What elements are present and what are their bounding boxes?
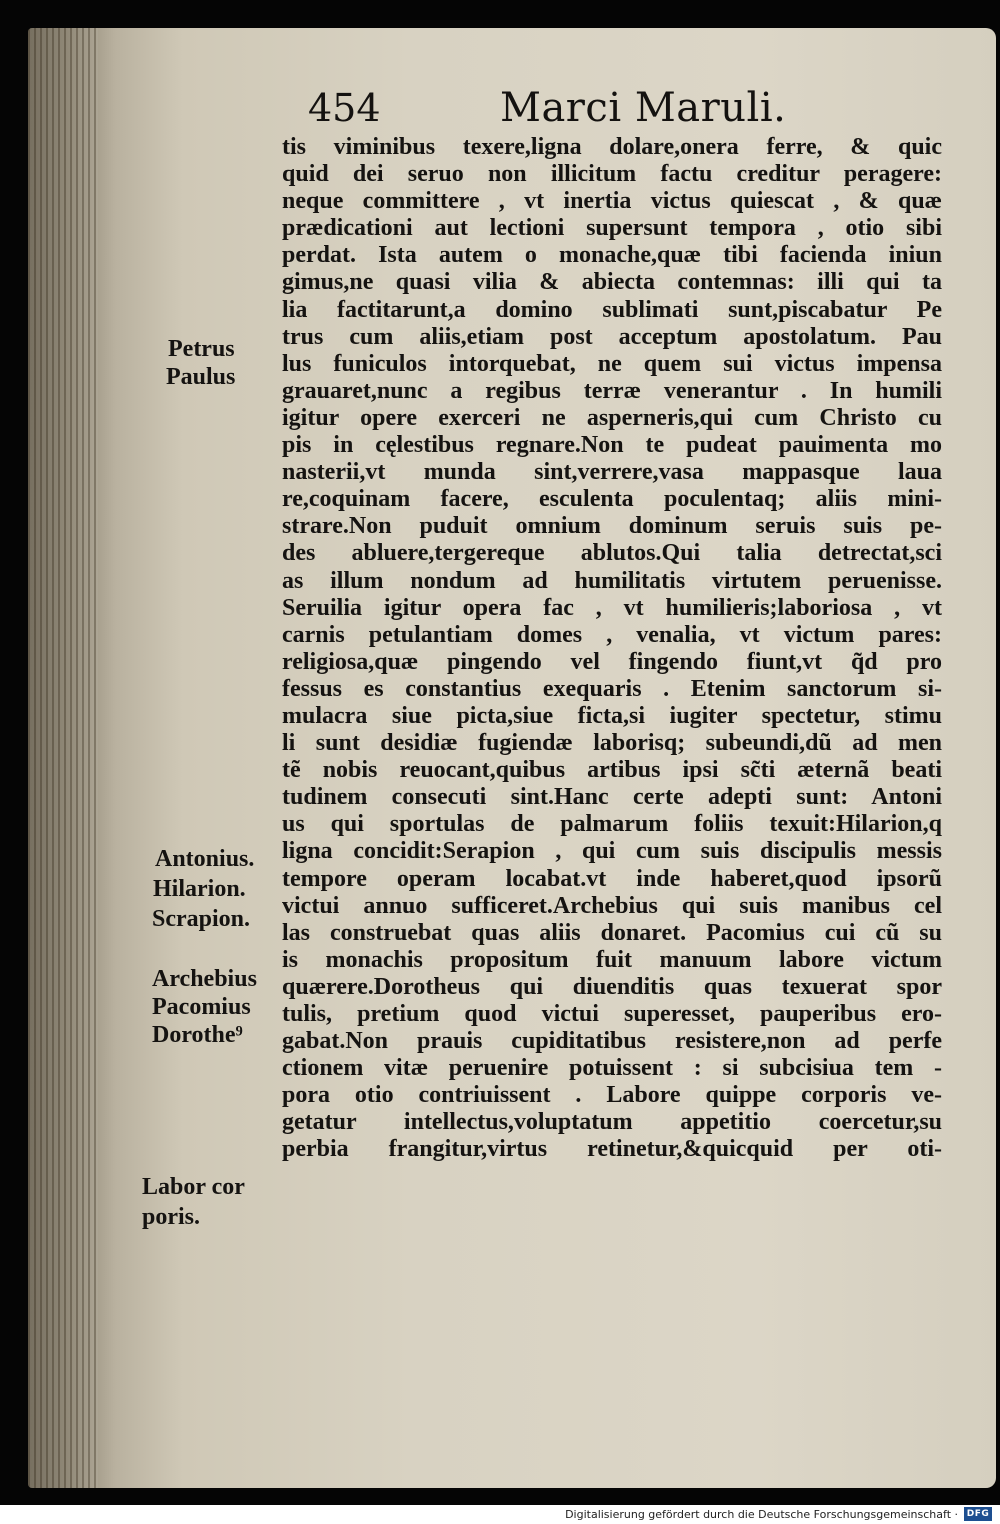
text-line: tẽ nobis reuocant,quibus artibus ipsi sc̃ti æternã beati <box>282 757 942 784</box>
text-line: pora otio contriuissent . Labore quippe corporis ve- <box>282 1082 942 1109</box>
page-gutter-edge <box>28 28 98 1488</box>
text-line: nasterii,vt munda sint,verrere,vasa mappasque laua <box>282 459 942 486</box>
text-line: tudinem consecuti sint.Hanc certe adepti sunt: Antoni <box>282 784 942 811</box>
margin-note-labor-line2: poris. <box>142 1204 201 1230</box>
text-line: neque committere , vt inertia victus quiescat , & quæ <box>282 188 942 215</box>
text-line: as illum nondum ad humilitatis virtutem peruenisse. <box>282 567 942 594</box>
text-line: tis viminibus texere,ligna dolare,onera ferre, & quic <box>282 134 942 160</box>
page-number: 454 <box>308 86 381 130</box>
text-line: carnis petulantiam domes , venalia, vt victum pares: <box>282 621 942 648</box>
margin-note-paulus: Paulus <box>166 364 236 390</box>
text-line: lus funiculos intorquebat, ne quem sui victus impensa <box>282 350 942 377</box>
text-line: fessus es constantius exequaris . Etenim sanctorum si- <box>282 675 942 702</box>
margin-note-serapion: Scrapion. <box>152 906 251 932</box>
text-line: re,coquinam facere, esculenta poculentaq; aliis mini- <box>282 486 942 513</box>
text-line: religiosa,quæ pingendo vel fingendo fiunt,vt q̃d pro <box>282 648 942 675</box>
margin-note-archebius: Archebius <box>152 966 257 992</box>
text-line: lia factitarunt,a domino sublimati sunt,piscabatur Pe <box>282 296 942 323</box>
text-line: li sunt desidiæ fugiendæ laborisq; subeundi,dũ ad men <box>282 730 942 757</box>
text-line: gabat.Non prauis cupiditatibus resistere,non ad perfe <box>282 1028 942 1055</box>
body-text <box>282 134 942 1164</box>
margin-note-labor-line1: Labor cor <box>142 1174 245 1200</box>
text-line: mulacra siue picta,siue ficta,si iugiter spectetur, stimu <box>282 702 942 729</box>
margin-note-antonius: Antonius. <box>155 846 255 872</box>
dfg-logo-icon: DFG <box>964 1507 992 1521</box>
text-line: quid dei seruo non illicitum factu creditur peragere: <box>282 161 942 188</box>
text-line: tempore operam locabat.vt inde haberet,quod ipsorũ <box>282 865 942 892</box>
text-line: victui annuo sufficeret.Archebius qui suis manibus cel <box>282 892 942 919</box>
text-line: ligna concidit:Serapion , qui cum suis discipulis messis <box>282 838 942 865</box>
text-line: des abluere,tergereque ablutos.Qui talia detrectat,sci <box>282 540 942 567</box>
text-line: Seruilia igitur opera fac , vt humilieris;laboriosa , vt <box>282 594 942 621</box>
margin-note-petrus: Petrus <box>168 336 235 362</box>
text-line: perbia frangitur,virtus retinetur,&quicquid per oti- <box>282 1136 942 1163</box>
text-line: perdat. Ista autem o monache,quæ tibi facienda iniun <box>282 242 942 269</box>
text-line: prædicationi aut lectioni supersunt tempora , otio sibi <box>282 215 942 242</box>
text-line: strare.Non puduit omnium dominum seruis suis pe- <box>282 513 942 540</box>
margin-note-pacomius: Pacomius <box>152 994 251 1020</box>
text-line: las construebat quas aliis donaret. Pacomius cui cũ su <box>282 919 942 946</box>
text-line: igitur opere exerceri ne asperneris,qui cum Christo cu <box>282 404 942 431</box>
text-line: pis in cęlestibus regnare.Non te pudeat pauimenta mo <box>282 432 942 459</box>
text-line: is monachis propositum fuit manuum labore victum <box>282 946 942 973</box>
text-line: tulis, pretium quod victui superesset, pauperibus ero- <box>282 1001 942 1027</box>
text-line: quærere.Dorotheus qui diuenditis quas texuerat spor <box>282 973 942 1000</box>
margin-note-hilarion: Hilarion. <box>153 876 246 902</box>
text-line: ctionem vitæ peruenire potuissent : si subcisiua tem - <box>282 1055 942 1082</box>
text-line: trus cum aliis,etiam post acceptum apostolatum. Pau <box>282 323 942 350</box>
running-head: Marci Maruli. <box>500 85 787 131</box>
text-line: us qui sportulas de palmarum foliis texuit:Hilarion,q <box>282 811 942 838</box>
text-line: getatur intellectus,voluptatum appetitio coercetur,su <box>282 1109 942 1136</box>
page-header <box>300 86 950 136</box>
footer-credit: Digitalisierung gefördert durch die Deutsche Forschungsgemeinschaft · <box>565 1508 958 1521</box>
text-line: gimus,ne quasi vilia & abiecta contemnas: illi qui ta <box>282 269 942 296</box>
text-line: grauaret,nunc a regibus terræ venerantur . In humili <box>282 377 942 404</box>
margin-note-dorotheus: Dorothe⁹ <box>152 1022 243 1048</box>
